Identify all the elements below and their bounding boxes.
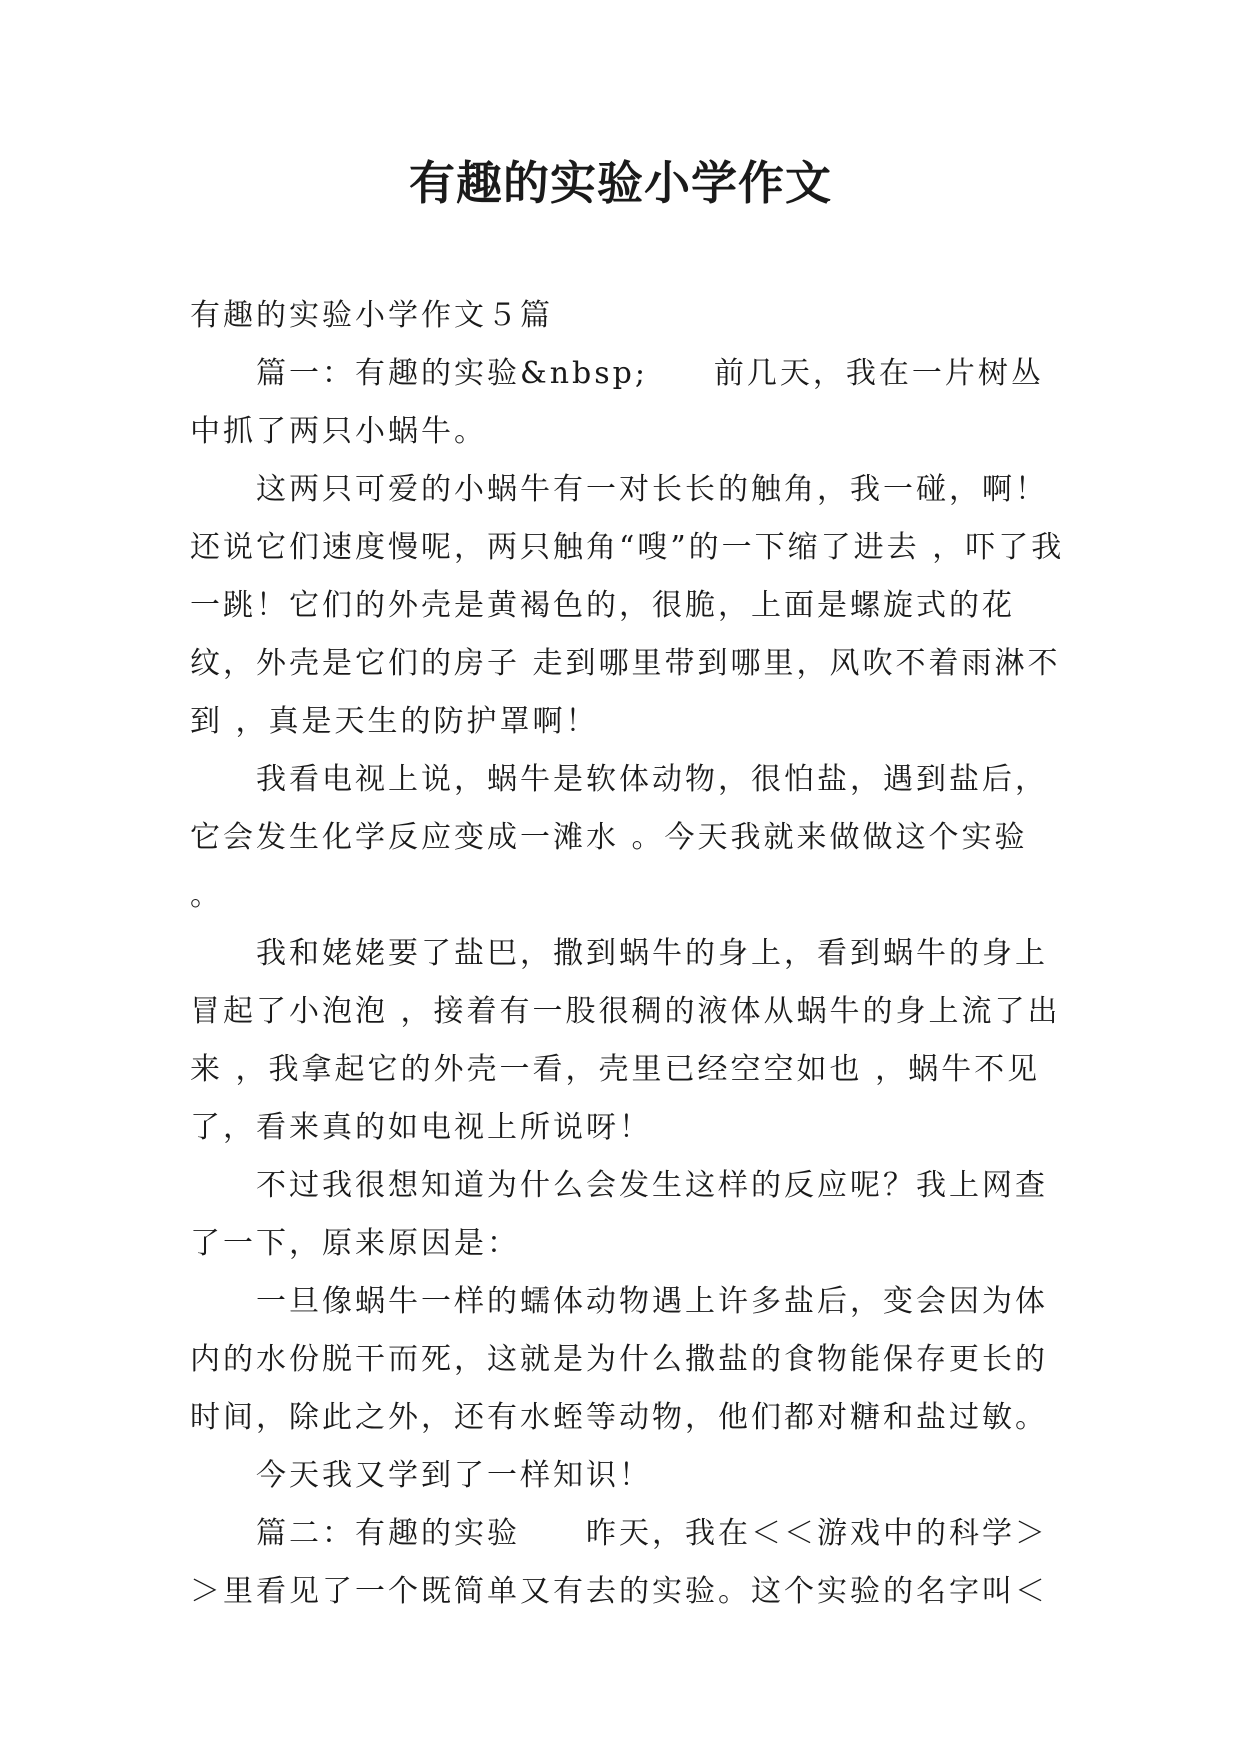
paragraph: 一旦像蜗牛一样的蠕体动物遇上许多盐后，变会因为体内的水份脱干而死，这就是为什么撒盐的食物能保存更长的时间，除此之外，还有水蛭等动物，他们都对糖和盐过敏。: [190, 1284, 1048, 1435]
paragraph: 篇二：有趣的实验 昨天，我在＜＜游戏中的科学＞＞里看见了一个既简单又有去的实验。这个实验的名字叫＜: [190, 1516, 1048, 1609]
paragraph: 篇一：有趣的实验&nbsp; 前几天，我在一片树丛中抓了两只小蜗牛。: [190, 356, 1044, 449]
paragraph: 不过我很想知道为什么会发生这样的反应呢？我上网查了一下，原来原因是：: [190, 1168, 1048, 1261]
document-subtitle: 有趣的实验小学作文５篇: [190, 298, 553, 333]
paragraph: 这两只可爱的小蜗牛有一对长长的触角，我一碰，啊！还说它们速度慢呢，两只触角“嗖”的一下缩了进去 ，吓了我一跳！它们的外壳是黄褐色的，很脆，上面是螺旋式的花纹，外壳是它们的房子 走到哪里带到哪里，风吹不着雨淋不到 ，真是天生的防护罩啊！: [190, 472, 1065, 739]
paragraph: 今天我又学到了一样知识！: [256, 1458, 652, 1493]
document-body: [190, 287, 1070, 1621]
paragraph: 我和姥姥要了盐巴，撒到蜗牛的身上，看到蜗牛的身上冒起了小泡泡 ，接着有一股很稠的液体从蜗牛的身上流了出来 ，我拿起它的外壳一看，壳里已经空空如也 ，蜗牛不见了，看来真的如电视上所说呀！: [190, 936, 1061, 1145]
paragraph: 我看电视上说，蜗牛是软体动物，很怕盐，遇到盐后，它会发生化学反应变成一滩水 。今天我就来做做这个实验 。: [190, 762, 1048, 913]
document-title: 有趣的实验小学作文: [409, 156, 832, 210]
